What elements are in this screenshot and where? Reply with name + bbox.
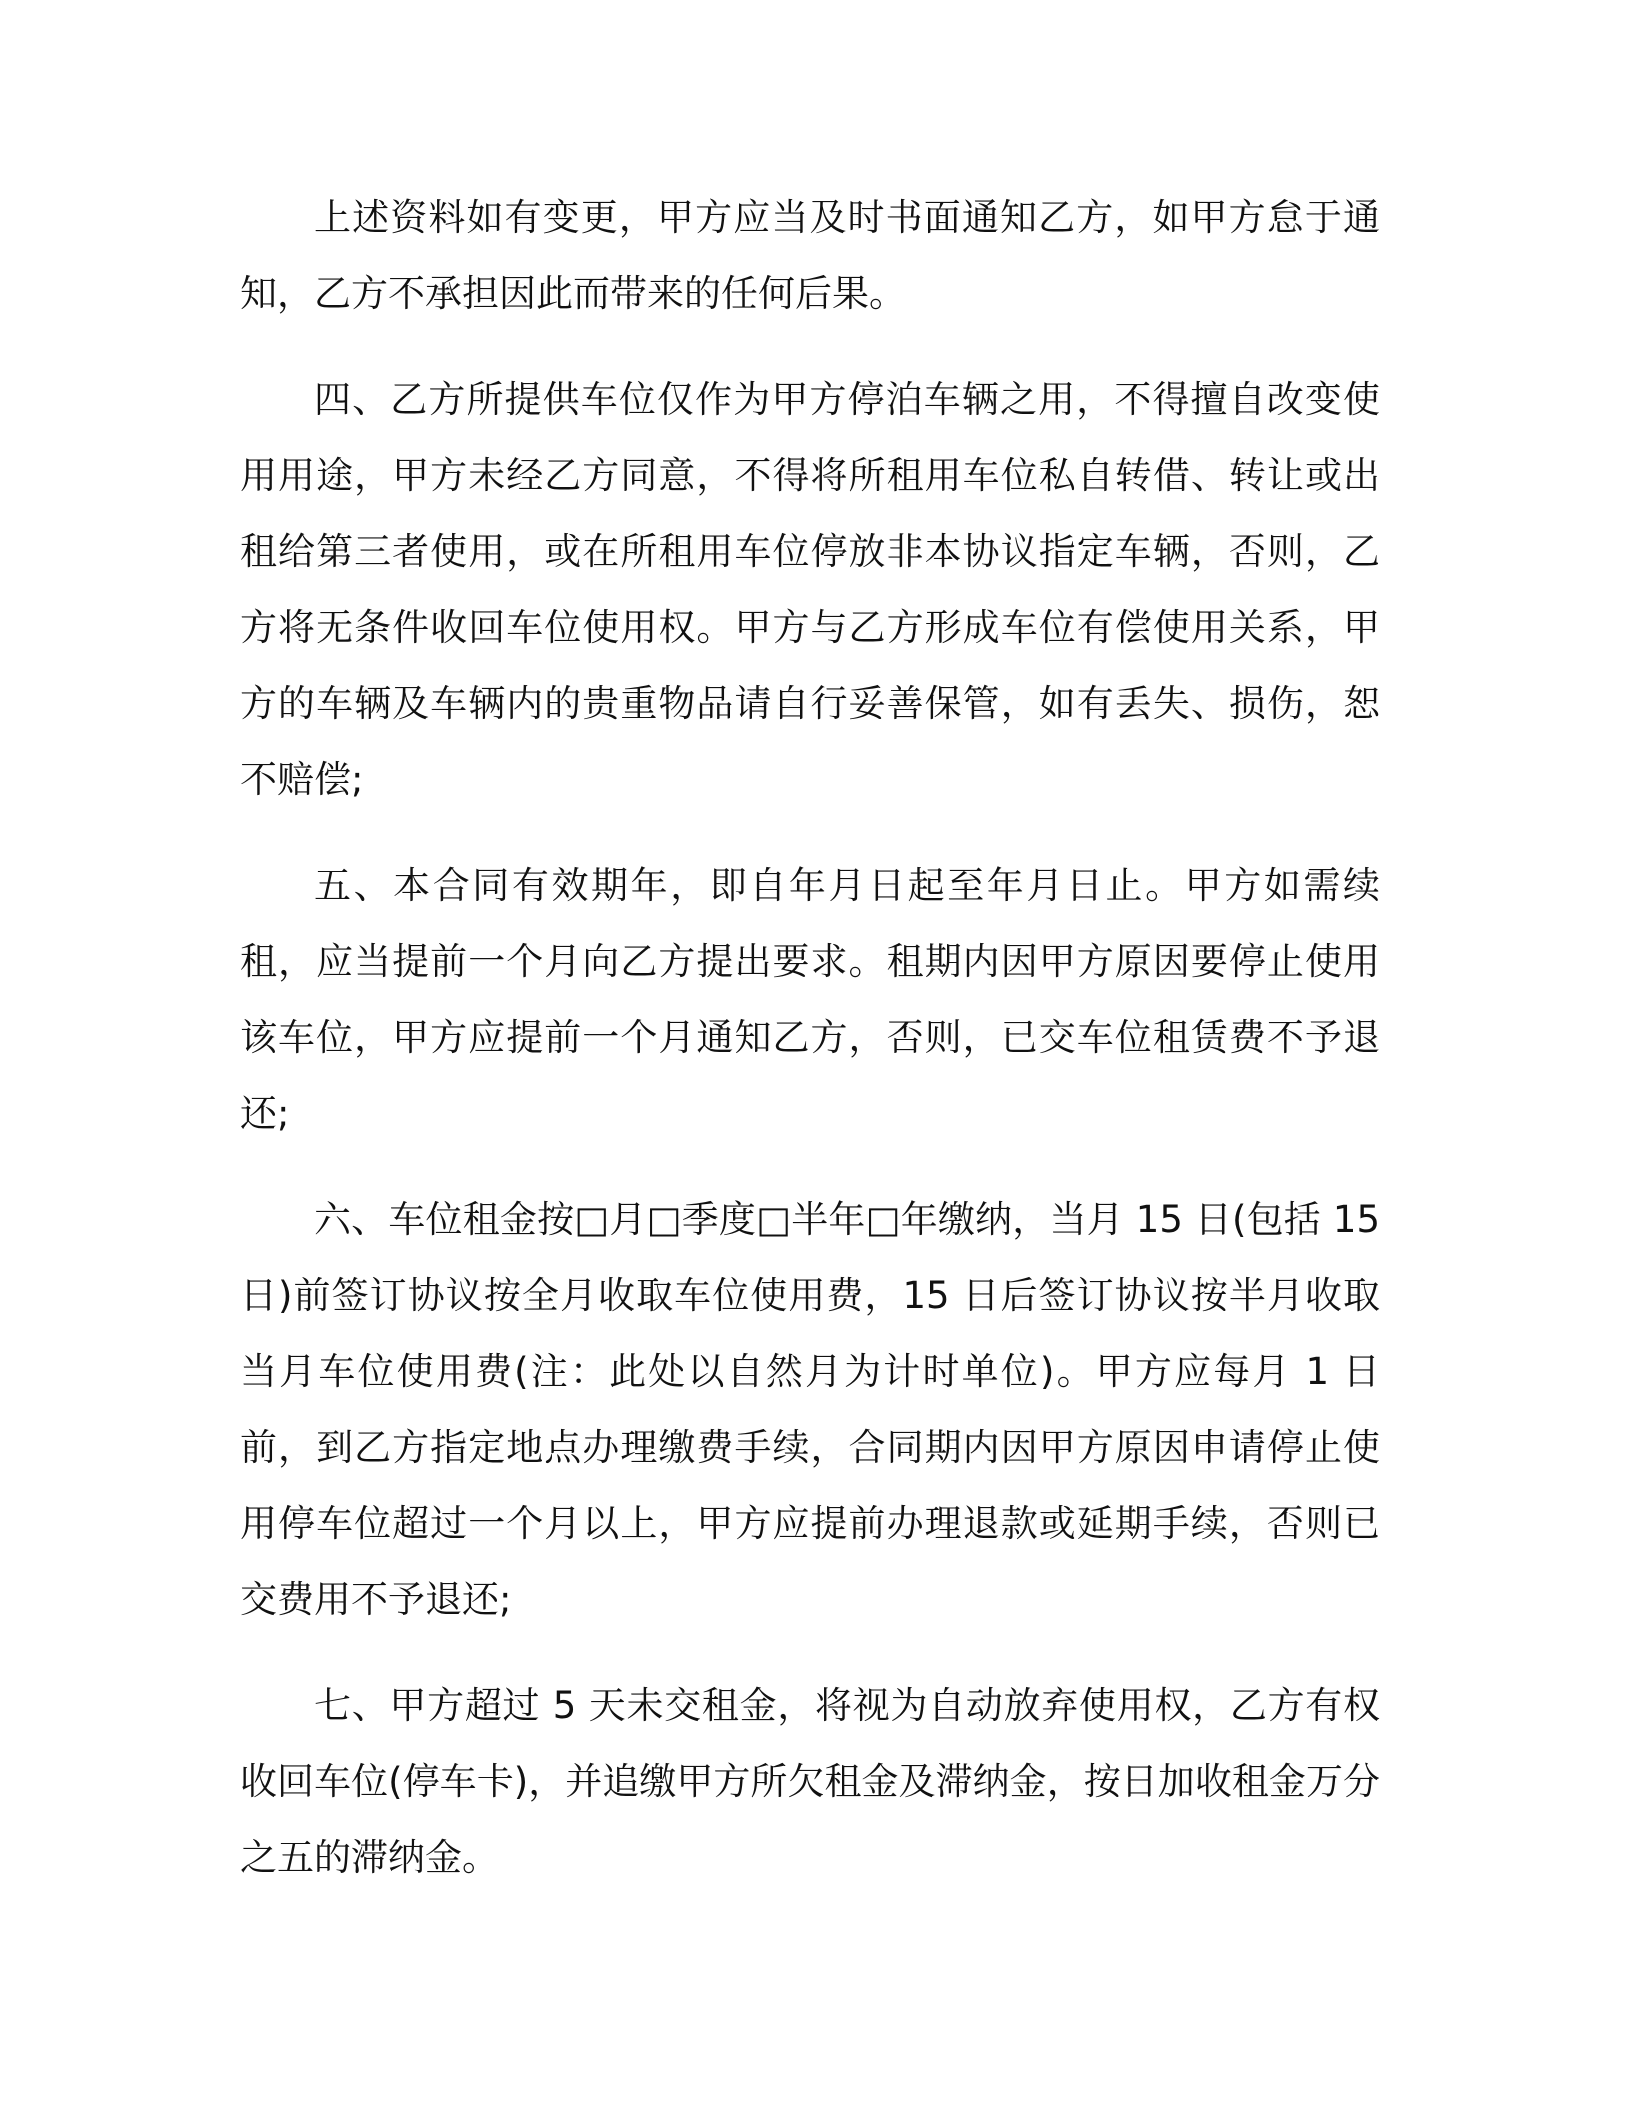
document-body [240, 180, 1380, 1926]
paragraph-clause-4: 四、乙方所提供车位仅作为甲方停泊车辆之用，不得擅自改变使用用途，甲方未经乙方同意，不得将所租用车位私自转借、转让或出租给第三者使用，或在所租用车位停放非本协议指定车辆，否则，乙方将无条件收回车位使用权。甲方与乙方形成车位有偿使用关系，甲方的车辆及车辆内的贵重物品请自行妥善保管，如有丢失、损伤，恕不赔偿; [240, 378, 1380, 801]
paragraph-notice-of-change: 上述资料如有变更，甲方应当及时书面通知乙方，如甲方怠于通知，乙方不承担因此而带来的任何后果。 [240, 196, 1380, 315]
paragraph-clause-6: 六、车位租金按□月□季度□半年□年缴纳，当月 15 日(包括 15 日)前签订协议按全月收取车位使用费，15 日后签订协议按半月收取当月车位使用费(注：此处以自然月为计时单位)。甲方应每月 1 日前，到乙方指定地点办理缴费手续，合同期内因甲方原因申请停止使用停车位超过一个月以上，甲方应提前办理退款或延期手续，否则已交费用不予退还; [240, 1198, 1380, 1621]
paragraph-clause-5: 五、本合同有效期年，即自年月日起至年月日止。甲方如需续租，应当提前一个月向乙方提出要求。租期内因甲方原因要停止使用该车位，甲方应提前一个月通知乙方，否则，已交车位租赁费不予退还; [240, 864, 1380, 1135]
paragraph-clause-7: 七、甲方超过 5 天未交租金，将视为自动放弃使用权，乙方有权收回车位(停车卡)，并追缴甲方所欠租金及滞纳金，按日加收租金万分之五的滞纳金。 [240, 1684, 1380, 1879]
